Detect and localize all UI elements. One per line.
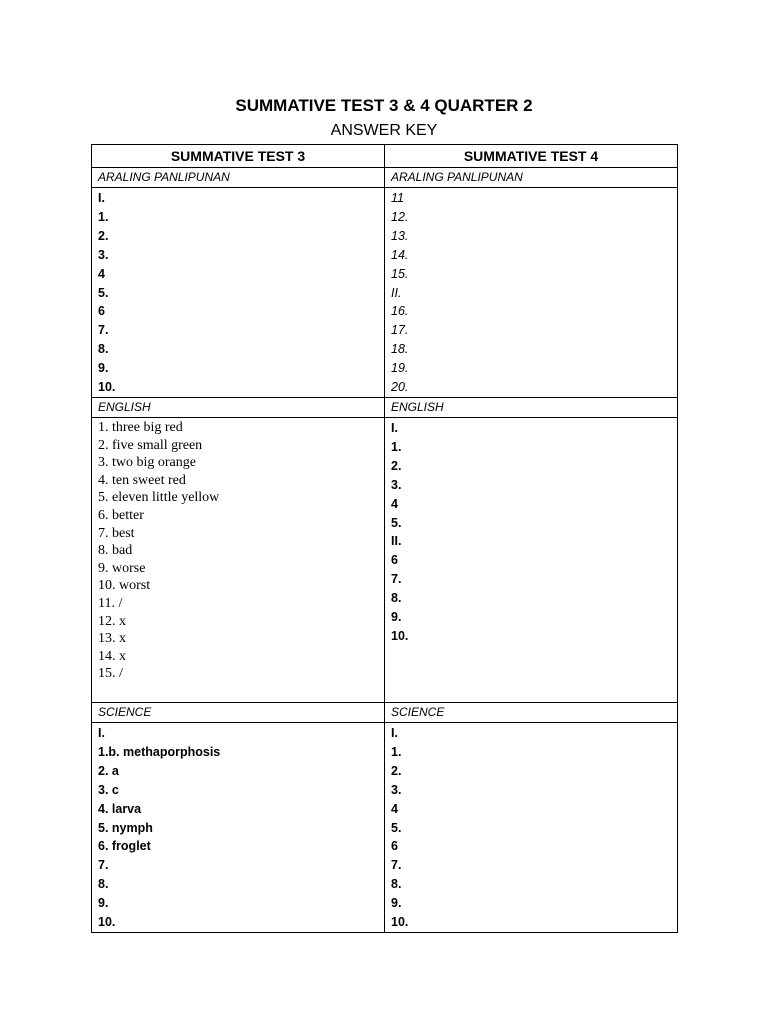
answer-line: 8. bad xyxy=(98,543,133,559)
answer-line: 5. xyxy=(391,820,402,835)
answers-araling-panlipunan-test-4 xyxy=(385,188,678,398)
answer-line: 7. xyxy=(98,323,109,338)
answer-line: 19. xyxy=(391,361,409,376)
answer-line: 4 xyxy=(98,266,105,281)
subject-label-english-test-3: ENGLISH xyxy=(92,397,385,417)
answer-line: 13. xyxy=(391,228,409,243)
answer-line: 10. xyxy=(98,915,116,930)
answers-english-test-3 xyxy=(92,417,385,702)
answer-line: 6 xyxy=(391,839,398,854)
answer-key-table xyxy=(91,144,678,933)
answer-line: I. xyxy=(98,191,105,205)
answer-line: 1.b. methaporphosis xyxy=(98,744,221,759)
answer-line: 17. xyxy=(391,323,409,338)
answer-line: 1. xyxy=(98,209,109,224)
answer-line: 1. xyxy=(391,744,402,759)
answer-line: 6 xyxy=(391,553,398,568)
answer-line: 15. / xyxy=(98,666,123,682)
answer-line: 6 xyxy=(98,304,105,319)
answer-line: 3. two big orange xyxy=(98,455,196,471)
answer-line: 2. five small green xyxy=(98,437,203,453)
answer-line: 14. x xyxy=(98,648,126,664)
answer-line: 2. xyxy=(391,763,402,778)
document-title: SUMMATIVE TEST 3 & 4 QUARTER 2 xyxy=(235,96,533,115)
answer-line: 2. a xyxy=(98,763,119,778)
answer-line: 5. xyxy=(98,285,109,300)
answer-line: 4 xyxy=(391,496,398,511)
answer-line: 3. xyxy=(98,247,109,262)
answers-science-test-4 xyxy=(385,722,678,932)
column-header-test-4: SUMMATIVE TEST 4 xyxy=(385,145,678,168)
answer-line: 8. xyxy=(98,877,109,892)
answer-line: 2. xyxy=(391,458,402,473)
answer-line: 1. xyxy=(391,439,402,454)
answer-line: 1. three big red xyxy=(98,419,183,435)
subject-label-araling-panlipunan-test-4: ARALING PANLIPUNAN xyxy=(385,168,678,188)
answer-line: 8. xyxy=(391,591,402,606)
answer-line: 16. xyxy=(391,304,409,319)
answer-line: 7. xyxy=(391,858,402,873)
subject-label-araling-panlipunan-test-3: ARALING PANLIPUNAN xyxy=(92,168,385,188)
answers-araling-panlipunan-test-3 xyxy=(92,188,385,398)
answer-line: I. xyxy=(98,725,105,740)
answer-line: 3. xyxy=(391,782,402,797)
subject-label-science-test-4: SCIENCE xyxy=(385,702,678,722)
answer-line: 10. xyxy=(98,380,116,395)
answer-line: 12. x xyxy=(98,613,126,629)
answer-line: 9. worse xyxy=(98,560,146,576)
answer-line: 10. xyxy=(391,628,409,643)
answer-line: 4. ten sweet red xyxy=(98,472,186,488)
answer-line: 7. best xyxy=(98,525,135,541)
answer-line: 11 xyxy=(391,191,404,205)
answer-line: II. xyxy=(391,285,402,300)
answer-line: 7. xyxy=(391,572,402,587)
answer-line: 5. xyxy=(391,515,402,530)
answer-line: 15. xyxy=(391,266,409,281)
answer-line: 7. xyxy=(98,858,109,873)
answer-line: 18. xyxy=(391,342,409,357)
answer-line: 8. xyxy=(391,877,402,892)
answers-science-test-3 xyxy=(92,722,385,932)
answer-line: 8. xyxy=(98,342,109,357)
answer-line: 13. x xyxy=(98,631,126,647)
subject-label-science-test-3: SCIENCE xyxy=(92,702,385,722)
answer-line: 3. c xyxy=(98,782,119,797)
answer-line: 3. xyxy=(391,477,402,492)
answer-line: 11. / xyxy=(98,595,123,611)
answer-line: 9. xyxy=(98,896,109,911)
answers-english-test-4 xyxy=(385,417,678,702)
answer-line: 4 xyxy=(391,801,398,816)
answer-line: 6. better xyxy=(98,507,144,523)
answer-line: II. xyxy=(391,534,402,549)
answer-line: 2. xyxy=(98,228,109,243)
answer-line: 6. froglet xyxy=(98,839,151,854)
column-header-test-3: SUMMATIVE TEST 3 xyxy=(92,145,385,168)
answer-line: 9. xyxy=(391,896,402,911)
answer-line: 5. eleven little yellow xyxy=(98,490,220,506)
answer-line: 10. worst xyxy=(98,578,151,594)
answer-line: 9. xyxy=(98,361,109,376)
answer-line: 12. xyxy=(391,209,409,224)
answer-line: I. xyxy=(391,725,398,740)
answer-line: 14. xyxy=(391,247,409,262)
answer-line: 10. xyxy=(391,915,409,930)
answer-line: 9. xyxy=(391,610,402,625)
answer-line: 4. larva xyxy=(98,801,142,816)
answer-line: 20. xyxy=(391,380,409,395)
answer-line: I. xyxy=(391,420,398,435)
document-subtitle: ANSWER KEY xyxy=(330,122,438,139)
subject-label-english-test-4: ENGLISH xyxy=(385,397,678,417)
answer-line: 5. nymph xyxy=(98,820,153,835)
